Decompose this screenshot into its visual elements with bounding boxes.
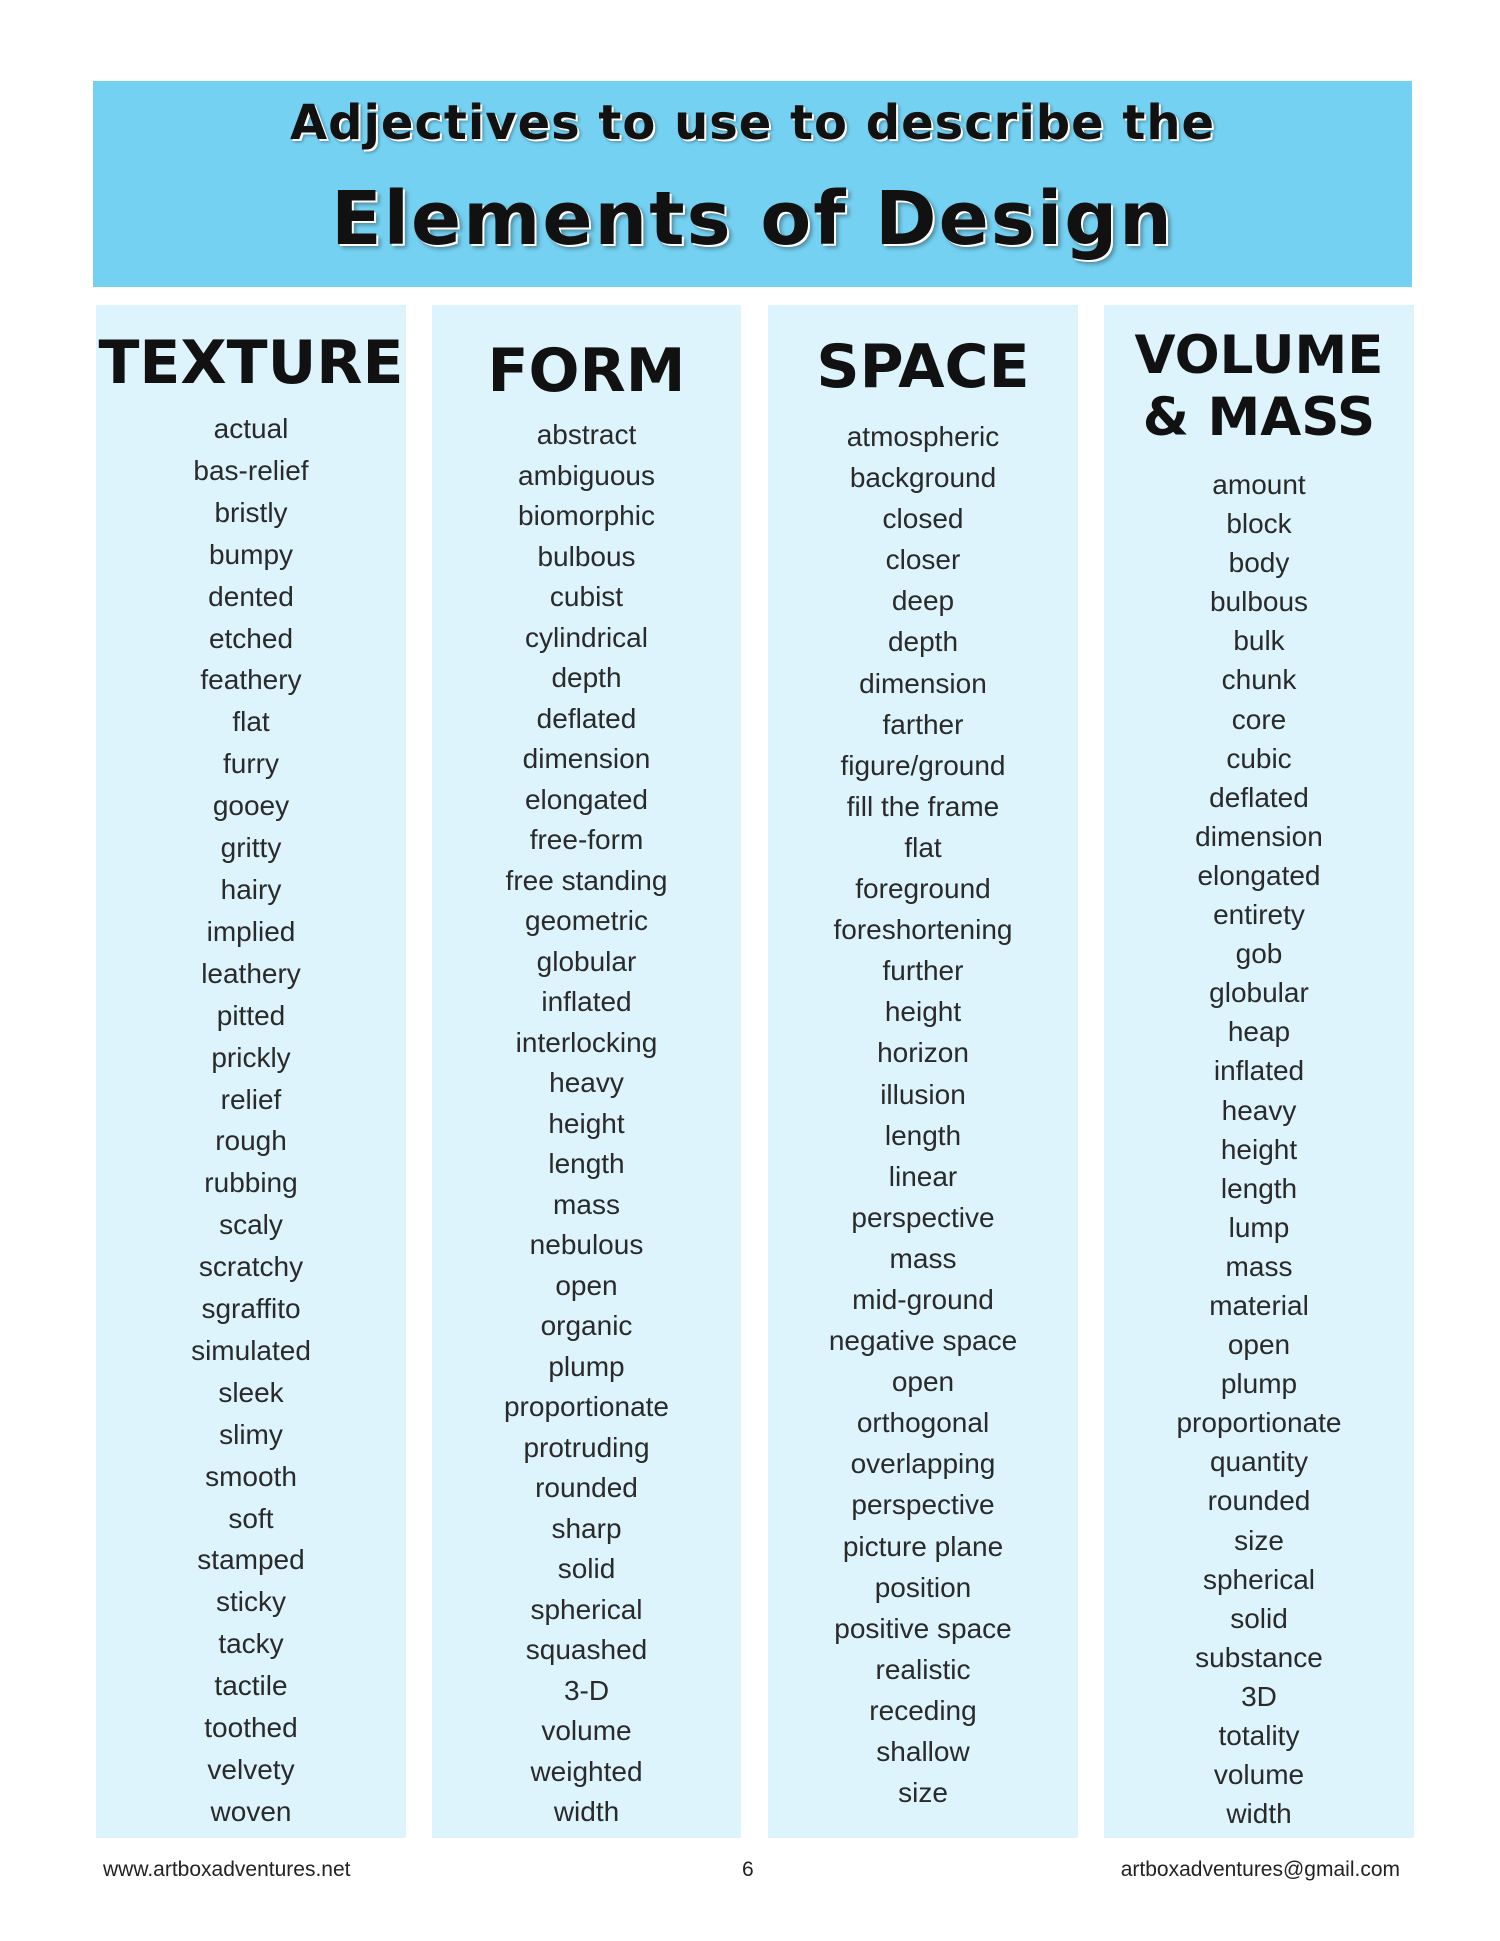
word-item: tacky xyxy=(218,1628,284,1660)
word-item: gob xyxy=(1235,938,1283,970)
word-item: spherical xyxy=(530,1593,643,1625)
word-item: length xyxy=(548,1148,625,1179)
word-item: dented xyxy=(208,580,294,612)
word-item: gooey xyxy=(212,790,290,822)
word-item: heavy xyxy=(549,1067,624,1098)
word-item: linear xyxy=(888,1160,958,1192)
word-item: mass xyxy=(889,1242,957,1274)
word-item: farther xyxy=(882,708,964,740)
word-item: amount xyxy=(1212,469,1306,500)
word-item: cubist xyxy=(549,581,624,612)
word-item: proportionate xyxy=(1176,1407,1342,1439)
word-item: perspective xyxy=(851,1489,995,1521)
word-item: cylindrical xyxy=(525,621,648,653)
word-item: spherical xyxy=(1202,1563,1316,1595)
space-column xyxy=(768,305,1078,1838)
word-item: totality xyxy=(1218,1720,1300,1751)
word-item: size xyxy=(1234,1524,1284,1556)
volume-mass-word-list xyxy=(1104,465,1414,1833)
footer-email: artboxadventures@gmail.com xyxy=(1120,1858,1400,1881)
word-item: shallow xyxy=(876,1736,970,1767)
word-item: toothed xyxy=(204,1712,298,1744)
word-item: open xyxy=(555,1269,618,1301)
word-item: gritty xyxy=(220,832,282,864)
word-item: foreground xyxy=(855,873,991,905)
volume-heading-line-2: & MASS xyxy=(1142,387,1376,448)
word-item: solid xyxy=(1230,1602,1288,1634)
word-item: globular xyxy=(1209,977,1309,1009)
word-item: open xyxy=(891,1366,955,1398)
word-item: feathery xyxy=(200,664,302,696)
word-item: implied xyxy=(206,915,296,947)
page-number: 6 xyxy=(742,1858,754,1881)
word-item: weighted xyxy=(530,1755,643,1787)
word-item: squashed xyxy=(525,1634,648,1665)
word-item: position xyxy=(874,1571,972,1603)
word-item: scratchy xyxy=(198,1251,304,1283)
word-item: height xyxy=(884,996,962,1028)
word-item: bristly xyxy=(214,496,288,528)
word-item: depth xyxy=(551,662,622,693)
space-word-list xyxy=(768,416,1078,1813)
word-item: heap xyxy=(1227,1016,1291,1048)
word-item: foreshortening xyxy=(833,914,1013,946)
texture-word-list xyxy=(96,408,406,1833)
word-item: receding xyxy=(869,1694,977,1726)
word-item: closed xyxy=(882,503,964,535)
form-column xyxy=(432,305,741,1838)
word-item: height xyxy=(548,1107,625,1139)
word-item: rounded xyxy=(1207,1485,1311,1517)
word-item: heavy xyxy=(1221,1094,1297,1126)
form-heading: FORM xyxy=(487,336,686,406)
word-item: volume xyxy=(1213,1759,1305,1791)
title-line-2: Elements of Design xyxy=(331,176,1174,262)
word-item: rubbing xyxy=(204,1167,298,1199)
word-item: geometric xyxy=(525,905,648,936)
word-item: organic xyxy=(540,1310,633,1341)
word-item: simulated xyxy=(191,1334,311,1366)
word-item: cubic xyxy=(1226,742,1292,774)
word-item: dimension xyxy=(859,667,987,699)
word-item: free standing xyxy=(505,864,668,896)
word-item: abstract xyxy=(536,419,637,450)
title-line-1: Adjectives to use to describe the xyxy=(289,95,1216,151)
word-item: interlocking xyxy=(515,1026,658,1058)
word-item: bulbous xyxy=(537,540,636,572)
word-item: size xyxy=(898,1777,948,1809)
word-item: mass xyxy=(1225,1250,1293,1282)
word-item: orthogonal xyxy=(856,1407,990,1439)
word-item: 3-D xyxy=(563,1674,610,1706)
word-item: bulbous xyxy=(1209,586,1309,618)
word-item: deep xyxy=(891,585,955,617)
word-item: sharp xyxy=(551,1512,622,1544)
word-item: open xyxy=(1227,1329,1291,1361)
word-item: stamped xyxy=(197,1544,305,1576)
word-item: deflated xyxy=(1209,781,1309,813)
word-item: height xyxy=(1220,1133,1298,1165)
word-item: sticky xyxy=(216,1586,286,1618)
word-item: elongated xyxy=(524,783,648,815)
word-item: block xyxy=(1226,508,1292,540)
word-item: 3D xyxy=(1241,1680,1277,1712)
word-item: quantity xyxy=(1209,1446,1309,1478)
word-item: dimension xyxy=(522,743,651,774)
texture-column xyxy=(96,305,406,1838)
word-item: dimension xyxy=(1195,820,1323,852)
word-item: bumpy xyxy=(208,538,294,570)
word-item: realistic xyxy=(875,1653,971,1685)
word-item: hairy xyxy=(220,873,282,905)
word-item: solid xyxy=(557,1553,616,1584)
word-item: sgraffito xyxy=(201,1293,301,1325)
word-item: relief xyxy=(220,1083,282,1115)
word-item: smooth xyxy=(205,1460,297,1492)
word-item: bas-relief xyxy=(193,454,309,486)
word-item: woven xyxy=(210,1795,292,1827)
word-item: nebulous xyxy=(529,1229,644,1260)
word-item: mass xyxy=(553,1188,620,1220)
word-item: mid-ground xyxy=(852,1283,994,1315)
word-item: horizon xyxy=(877,1037,969,1069)
word-item: pitted xyxy=(216,999,286,1031)
word-item: scaly xyxy=(219,1209,283,1241)
word-item: substance xyxy=(1195,1641,1323,1673)
word-item: closer xyxy=(885,544,961,576)
word-item: ambiguous xyxy=(518,459,655,491)
word-item: body xyxy=(1228,547,1290,579)
word-item: fill the frame xyxy=(846,790,1000,822)
word-item: atmospheric xyxy=(846,421,1000,452)
word-item: length xyxy=(884,1119,962,1151)
word-item: slimy xyxy=(219,1418,283,1450)
word-item: tactile xyxy=(214,1670,288,1702)
volume-mass-column xyxy=(1104,305,1414,1838)
word-item: core xyxy=(1231,703,1287,735)
word-item: negative space xyxy=(828,1325,1018,1357)
word-item: background xyxy=(849,462,997,494)
word-item: plump xyxy=(548,1350,625,1382)
word-item: inflated xyxy=(1213,1055,1305,1087)
space-heading: SPACE xyxy=(816,332,1030,402)
word-item: rough xyxy=(215,1125,287,1157)
word-item: deflated xyxy=(536,702,637,734)
word-item: flat xyxy=(904,831,942,863)
texture-heading: TEXTURE xyxy=(98,328,404,398)
word-item: velvety xyxy=(207,1754,295,1785)
volume-heading-line-1: VOLUME xyxy=(1134,325,1384,386)
word-item: elongated xyxy=(1197,859,1321,891)
word-item: positive space xyxy=(834,1612,1012,1644)
word-item: biomorphic xyxy=(518,500,655,531)
word-item: flat xyxy=(232,706,270,738)
word-item: picture plane xyxy=(842,1530,1004,1562)
word-item: free-form xyxy=(529,824,644,855)
word-item: etched xyxy=(208,622,294,654)
word-item: prickly xyxy=(211,1041,291,1073)
word-item: inflated xyxy=(541,986,632,1017)
word-item: soft xyxy=(228,1502,274,1534)
word-item: material xyxy=(1209,1289,1309,1321)
volume-mass-heading xyxy=(1104,325,1414,449)
word-item: lump xyxy=(1228,1211,1290,1243)
footer-website: www.artboxadventures.net xyxy=(103,1858,351,1881)
word-item: protruding xyxy=(523,1431,650,1463)
word-item: chunk xyxy=(1221,664,1297,696)
word-item: plump xyxy=(1220,1368,1298,1400)
word-item: actual xyxy=(213,413,289,444)
word-item: length xyxy=(1220,1172,1298,1204)
word-item: globular xyxy=(536,945,637,977)
word-item: illusion xyxy=(880,1078,966,1110)
word-item: width xyxy=(553,1796,620,1827)
word-item: perspective xyxy=(851,1201,995,1233)
word-item: volume xyxy=(541,1715,632,1746)
word-item: proportionate xyxy=(503,1391,669,1422)
word-item: entirety xyxy=(1213,899,1305,931)
word-item: figure/ground xyxy=(840,749,1006,781)
word-item: width xyxy=(1226,1798,1292,1830)
title-banner xyxy=(93,81,1412,287)
form-word-list xyxy=(432,415,741,1833)
word-item: furry xyxy=(223,748,279,780)
word-item: bulk xyxy=(1233,625,1285,657)
word-item: rounded xyxy=(535,1472,638,1503)
word-item: sleek xyxy=(218,1376,284,1408)
word-item: further xyxy=(882,955,964,987)
word-item: overlapping xyxy=(850,1448,996,1480)
word-item: depth xyxy=(887,626,959,658)
word-item: leathery xyxy=(201,957,301,989)
